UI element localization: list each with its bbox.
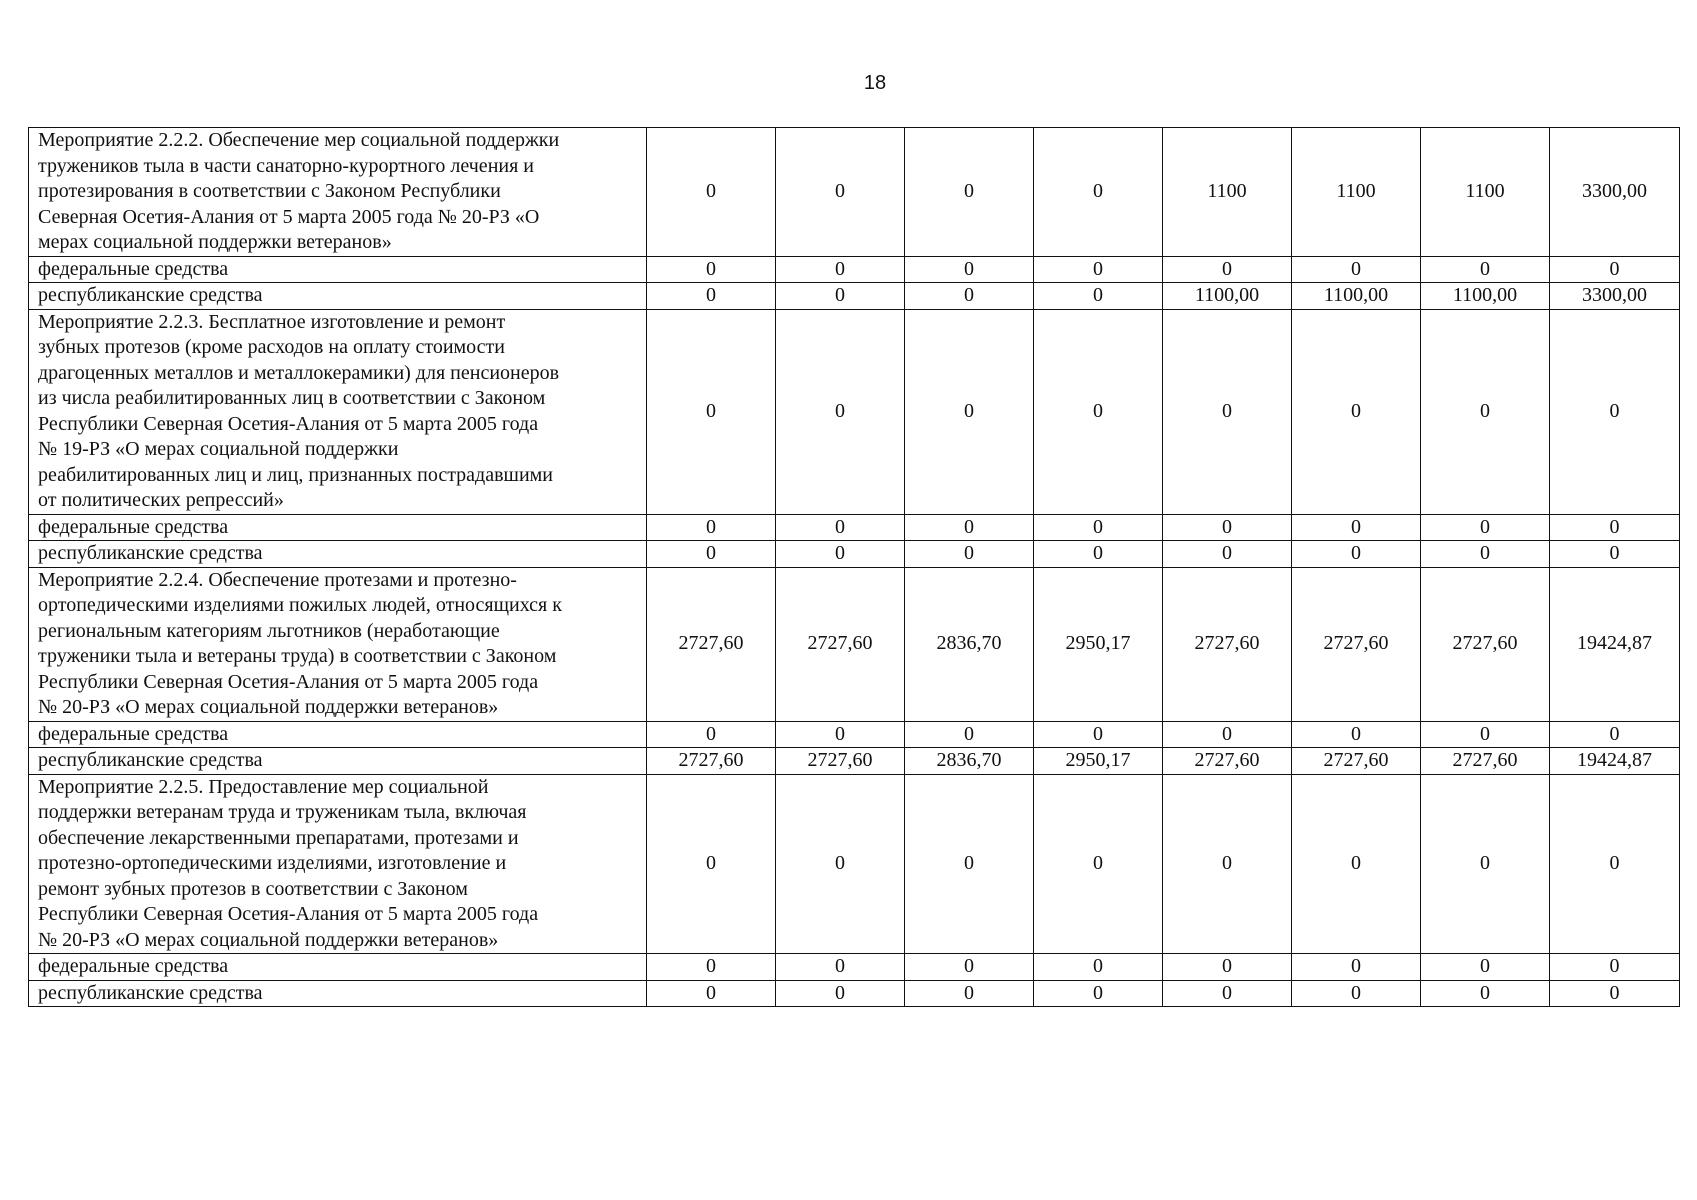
funding-value-cell: 0 — [1421, 721, 1550, 748]
funding-value-cell: 0 — [1034, 721, 1163, 748]
measure-value-cell: 0 — [776, 774, 905, 954]
funding-value-cell: 0 — [647, 721, 776, 748]
funding-value-cell: 0 — [905, 283, 1034, 310]
funding-source-row — [29, 283, 1680, 310]
funding-source-row — [29, 980, 1680, 1007]
funding-value-cell: 0 — [1550, 256, 1680, 283]
funding-value-cell: 0 — [1421, 980, 1550, 1007]
funding-value-cell: 0 — [1163, 721, 1292, 748]
measure-value-cell: 0 — [776, 128, 905, 257]
measure-value-cell: 0 — [647, 774, 776, 954]
funding-source-label: федеральные средства — [29, 721, 647, 748]
measure-value-cell: 0 — [905, 128, 1034, 257]
measure-value-cell: 2727,60 — [1163, 567, 1292, 721]
funding-source-row — [29, 514, 1680, 541]
funding-value-cell: 0 — [1034, 283, 1163, 310]
measure-title: Мероприятие 2.2.2. Обеспечение мер социальной поддержки тружеников тыла в части санаторно-курортного лечения и протезирования в соответствии с Законом Республики Северная Осетия-Алания от 5 марта 2005 года № 20-РЗ «О мерах социальной поддержки ветеранов» — [29, 128, 647, 257]
funding-source-label: республиканские средства — [29, 748, 647, 775]
measure-value-cell: 2727,60 — [1421, 567, 1550, 721]
measure-value-cell: 1100 — [1163, 128, 1292, 257]
measure-value-cell: 0 — [1550, 309, 1680, 514]
funding-value-cell: 0 — [1034, 541, 1163, 568]
funding-value-cell: 0 — [647, 541, 776, 568]
funding-source-row — [29, 541, 1680, 568]
table-body — [29, 128, 1680, 1007]
measure-value-cell: 1100 — [1292, 128, 1421, 257]
funding-value-cell: 2950,17 — [1034, 748, 1163, 775]
funding-value-cell: 0 — [1163, 514, 1292, 541]
measure-value-cell: 0 — [1292, 309, 1421, 514]
funding-source-row — [29, 256, 1680, 283]
funding-value-cell: 19424,87 — [1550, 748, 1680, 775]
funding-value-cell: 2727,60 — [776, 748, 905, 775]
measure-value-cell: 3300,00 — [1550, 128, 1680, 257]
funding-value-cell: 0 — [1550, 721, 1680, 748]
measure-value-cell: 2727,60 — [647, 567, 776, 721]
funding-source-row — [29, 748, 1680, 775]
measure-value-cell: 0 — [776, 309, 905, 514]
measure-value-cell: 0 — [1163, 774, 1292, 954]
funding-source-row — [29, 954, 1680, 981]
page-number: 18 — [863, 72, 887, 94]
measure-value-cell: 0 — [1034, 774, 1163, 954]
funding-value-cell: 0 — [776, 283, 905, 310]
funding-value-cell: 0 — [1421, 256, 1550, 283]
funding-value-cell: 2727,60 — [1292, 748, 1421, 775]
funding-value-cell: 0 — [1550, 980, 1680, 1007]
funding-source-label: республиканские средства — [29, 980, 647, 1007]
funding-source-row — [29, 721, 1680, 748]
funding-value-cell: 0 — [1163, 541, 1292, 568]
funding-value-cell: 0 — [905, 256, 1034, 283]
funding-value-cell: 0 — [776, 980, 905, 1007]
funding-value-cell: 0 — [776, 541, 905, 568]
funding-value-cell: 0 — [905, 514, 1034, 541]
funding-value-cell: 0 — [905, 721, 1034, 748]
funding-value-cell: 0 — [1292, 980, 1421, 1007]
funding-value-cell: 0 — [776, 954, 905, 981]
measure-row — [29, 567, 1680, 721]
funding-value-cell: 0 — [1292, 514, 1421, 541]
funding-value-cell: 1100,00 — [1163, 283, 1292, 310]
funding-value-cell: 0 — [1550, 541, 1680, 568]
measure-value-cell: 1100 — [1421, 128, 1550, 257]
measure-value-cell: 0 — [905, 309, 1034, 514]
funding-value-cell: 0 — [647, 980, 776, 1007]
funding-value-cell: 2727,60 — [1421, 748, 1550, 775]
funding-value-cell: 0 — [647, 954, 776, 981]
measure-value-cell: 0 — [1421, 774, 1550, 954]
funding-value-cell: 2836,70 — [905, 748, 1034, 775]
funding-value-cell: 2727,60 — [647, 748, 776, 775]
funding-value-cell: 0 — [647, 256, 776, 283]
funding-source-label: федеральные средства — [29, 256, 647, 283]
funding-value-cell: 0 — [1421, 954, 1550, 981]
funding-value-cell: 0 — [1292, 256, 1421, 283]
funding-value-cell: 0 — [1550, 514, 1680, 541]
funding-source-label: республиканские средства — [29, 541, 647, 568]
measure-row — [29, 774, 1680, 954]
funding-source-label: федеральные средства — [29, 954, 647, 981]
measure-title: Мероприятие 2.2.5. Предоставление мер социальной поддержки ветеранам труда и труженикам тыла, включая обеспечение лекарственными препаратами, протезами и протезно-ортопедическими изделиями, изготовление и ремонт зубных протезов в соответствии с Законом Республики Северная Осетия-Алания от 5 марта 2005 года № 20-РЗ «О мерах социальной поддержки ветеранов» — [29, 774, 647, 954]
measure-value-cell: 0 — [1163, 309, 1292, 514]
funding-value-cell: 0 — [776, 514, 905, 541]
funding-value-cell: 0 — [1292, 721, 1421, 748]
funding-value-cell: 0 — [1163, 256, 1292, 283]
funding-value-cell: 0 — [1034, 980, 1163, 1007]
measure-value-cell: 2727,60 — [776, 567, 905, 721]
measure-value-cell: 2836,70 — [905, 567, 1034, 721]
funding-value-cell: 3300,00 — [1550, 283, 1680, 310]
funding-value-cell: 0 — [1421, 514, 1550, 541]
funding-value-cell: 0 — [776, 256, 905, 283]
funding-value-cell: 0 — [1163, 980, 1292, 1007]
funding-value-cell: 0 — [1034, 514, 1163, 541]
measure-value-cell: 0 — [1034, 309, 1163, 514]
measure-value-cell: 0 — [1034, 128, 1163, 257]
funding-value-cell: 0 — [776, 721, 905, 748]
measure-value-cell: 0 — [647, 128, 776, 257]
measure-value-cell: 0 — [1292, 774, 1421, 954]
measure-row — [29, 128, 1680, 257]
measure-value-cell: 2950,17 — [1034, 567, 1163, 721]
funding-value-cell: 0 — [647, 514, 776, 541]
measure-value-cell: 19424,87 — [1550, 567, 1680, 721]
funding-value-cell: 0 — [1163, 954, 1292, 981]
funding-value-cell: 0 — [905, 954, 1034, 981]
funding-value-cell: 2727,60 — [1163, 748, 1292, 775]
measure-value-cell: 0 — [1550, 774, 1680, 954]
measure-title: Мероприятие 2.2.3. Бесплатное изготовление и ремонт зубных протезов (кроме расходов на оплату стоимости драгоценных металлов и металлокерамики) для пенсионеров из числа реабилитированных лиц в соответствии с Законом Республики Северная Осетия-Алания от 5 марта 2005 года № 19-РЗ «О мерах социальной поддержки реабилитированных лиц и лиц, признанных пострадавшими от политических репрессий» — [29, 309, 647, 514]
measure-row — [29, 309, 1680, 514]
funding-value-cell: 0 — [1550, 954, 1680, 981]
funding-value-cell: 1100,00 — [1292, 283, 1421, 310]
funding-value-cell: 1100,00 — [1421, 283, 1550, 310]
funding-value-cell: 0 — [1292, 954, 1421, 981]
measure-title: Мероприятие 2.2.4. Обеспечение протезами и протезно- ортопедическими изделиями пожилых людей, относящихся к региональным категориям льготников (неработающие труженики тыла и ветераны труда) в соответствии с Законом Республики Северная Осетия-Алания от 5 марта 2005 года № 20-РЗ «О мерах социальной поддержки ветеранов» — [29, 567, 647, 721]
measure-value-cell: 0 — [1421, 309, 1550, 514]
funding-value-cell: 0 — [1034, 256, 1163, 283]
funding-source-label: республиканские средства — [29, 283, 647, 310]
funding-value-cell: 0 — [1034, 954, 1163, 981]
measure-value-cell: 0 — [647, 309, 776, 514]
budget-table — [28, 127, 1680, 1007]
funding-value-cell: 0 — [647, 283, 776, 310]
funding-value-cell: 0 — [1292, 541, 1421, 568]
measure-value-cell: 0 — [905, 774, 1034, 954]
measure-value-cell: 2727,60 — [1292, 567, 1421, 721]
funding-value-cell: 0 — [905, 980, 1034, 1007]
funding-value-cell: 0 — [905, 541, 1034, 568]
funding-source-label: федеральные средства — [29, 514, 647, 541]
funding-value-cell: 0 — [1421, 541, 1550, 568]
